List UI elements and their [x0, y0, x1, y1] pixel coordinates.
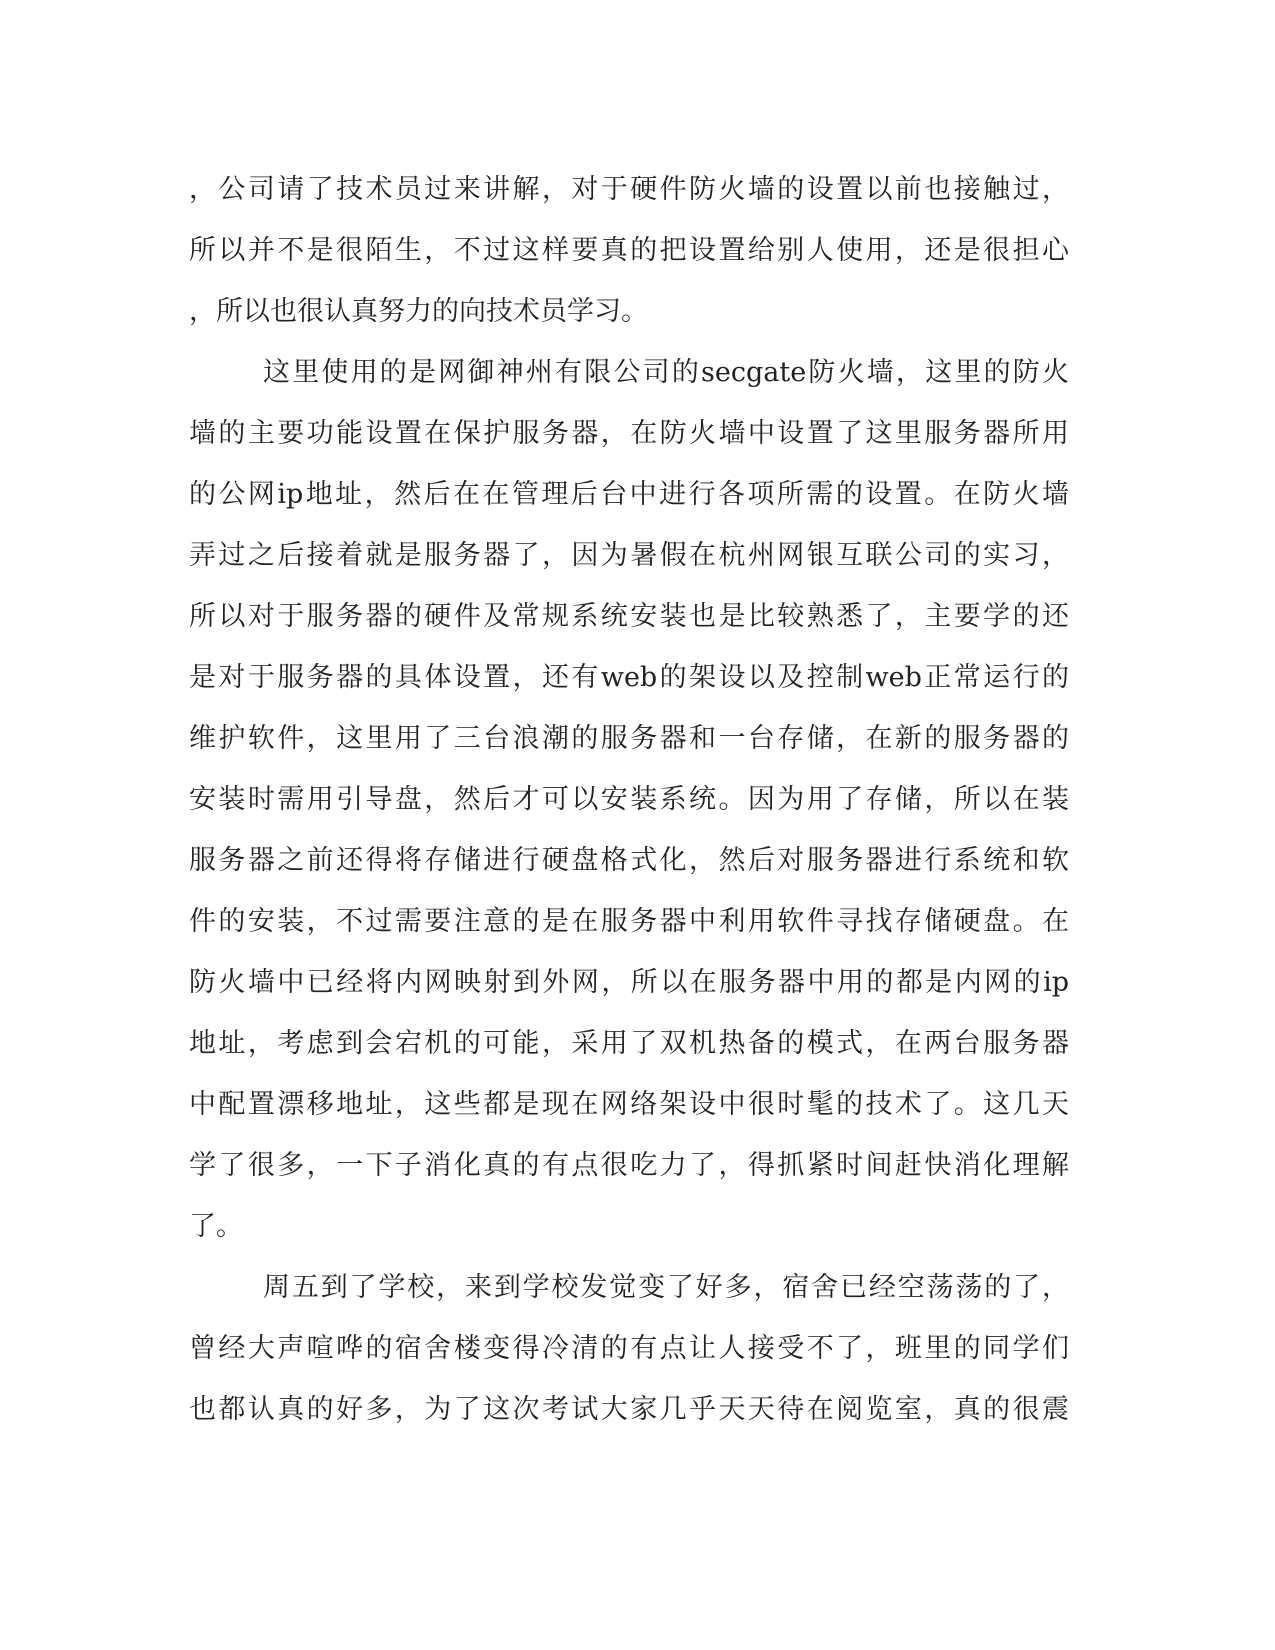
text-line: 这里使用的是网御神州有限公司的secgate防火墙，这里的防火 [263, 357, 1069, 388]
text-line: 了。 [189, 1211, 243, 1242]
text-line: 所以对于服务器的硬件及常规系统安装也是比较熟悉了，主要学的还 [189, 601, 1069, 632]
text-line: 维护软件，这里用了三台浪潮的服务器和一台存储，在新的服务器的 [189, 723, 1069, 754]
text-line: 曾经大声喧哗的宿舍楼变得冷清的有点让人接受不了，班里的同学们 [189, 1333, 1069, 1364]
text-line: 防火墙中已经将内网映射到外网，所以在服务器中用的都是内网的ip [189, 967, 1069, 998]
text-line: 墙的主要功能设置在保护服务器，在防火墙中设置了这里服务器所用 [189, 418, 1069, 449]
text-line: 服务器之前还得将存储进行硬盘格式化，然后对服务器进行系统和软 [189, 845, 1069, 876]
text-line: 弄过之后接着就是服务器了，因为暑假在杭州网银互联公司的实习， [189, 540, 1069, 571]
paragraph [189, 159, 1069, 342]
text-line: 件的安装，不过需要注意的是在服务器中利用软件寻找存储硬盘。在 [189, 906, 1069, 937]
text-line: 地址，考虑到会宕机的可能，采用了双机热备的模式，在两台服务器 [189, 1028, 1069, 1059]
body-text [189, 159, 1069, 1440]
text-line: ，所以也很认真努力的向技术员学习。 [189, 296, 648, 327]
text-line: 学了很多，一下子消化真的有点很吃力了，得抓紧时间赶快消化理解 [189, 1150, 1069, 1181]
text-line: 周五到了学校，来到学校发觉变了好多，宿舍已经空荡荡的了， [263, 1272, 1069, 1303]
text-line: 是对于服务器的具体设置，还有web的架设以及控制web正常运行的 [189, 662, 1069, 693]
text-line: 安装时需用引导盘，然后才可以安装系统。因为用了存储，所以在装 [189, 784, 1069, 815]
paragraph [189, 1257, 1069, 1440]
text-line: 的公网ip地址，然后在在管理后台中进行各项所需的设置。在防火墙 [189, 479, 1069, 510]
paragraph [189, 342, 1069, 1257]
text-line: 也都认真的好多，为了这次考试大家几乎天天待在阅览室，真的很震 [189, 1394, 1069, 1425]
text-line: 所以并不是很陌生，不过这样要真的把设置给别人使用，还是很担心 [189, 235, 1069, 266]
text-line: ，公司请了技术员过来讲解，对于硬件防火墙的设置以前也接触过， [189, 174, 1069, 205]
text-line: 中配置漂移地址，这些都是现在网络架设中很时髦的技术了。这几天 [189, 1089, 1069, 1120]
